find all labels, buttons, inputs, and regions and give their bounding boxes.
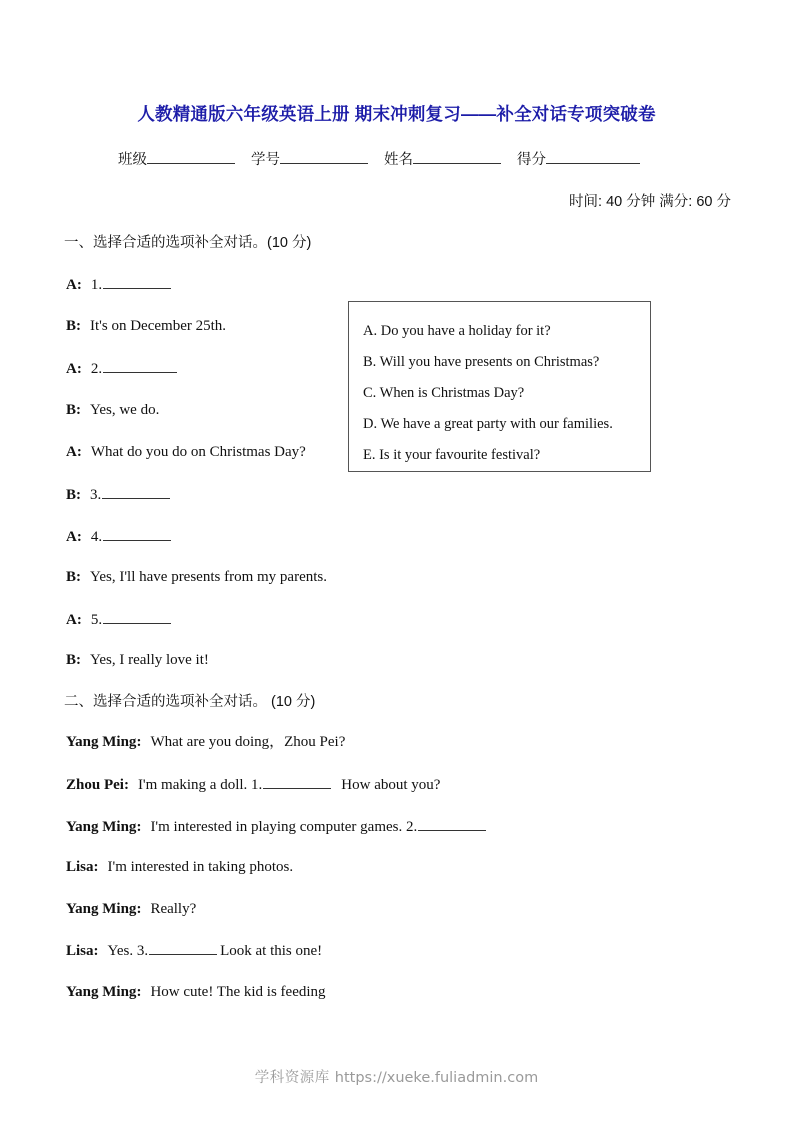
utterance-text: It's on December 25th. (90, 318, 227, 334)
option-item-a[interactable]: A. Do you have a holiday for it? (363, 323, 551, 339)
dialogue-line (66, 983, 326, 1001)
speaker-label: Zhou Pei (66, 777, 124, 793)
info-blank-student-id[interactable] (280, 149, 368, 164)
info-blank-name[interactable] (413, 149, 501, 164)
speaker-colon: : (76, 444, 82, 460)
speaker-colon: : (123, 777, 129, 793)
footer-watermark (0, 1066, 793, 1087)
speaker-colon: : (76, 318, 82, 334)
speaker-label: A (66, 529, 77, 545)
info-label-name: 姓名 (384, 152, 413, 168)
utterance-text: What are you doing，Zhou Pei? (150, 734, 346, 750)
utterance-text: I'm interested in playing computer games. 2. (150, 819, 418, 835)
speaker-colon: : (76, 487, 82, 503)
speaker-colon: : (93, 859, 99, 875)
question-number: 1. (90, 277, 103, 293)
dialogue-line (66, 858, 293, 876)
utterance-text-tail: How about you? (341, 777, 441, 793)
speaker-colon: : (136, 819, 142, 835)
info-field-name (384, 148, 501, 169)
answer-blank[interactable] (418, 817, 486, 831)
question-number: 5. (90, 612, 103, 628)
speaker-label: Yang Ming (66, 901, 137, 917)
utterance-text-tail: Look at this one! (220, 943, 323, 959)
speaker-label: Lisa (66, 859, 94, 875)
utterance-text: What do you do on Christmas Day? (90, 444, 306, 460)
speaker-label: A (66, 612, 77, 628)
speaker-colon: : (136, 984, 142, 1000)
speaker-label: B (66, 569, 77, 585)
speaker-label: Lisa (66, 943, 94, 959)
speaker-label: Yang Ming (66, 984, 137, 1000)
info-field-score (517, 148, 640, 169)
speaker-colon: : (76, 569, 82, 585)
dialogue-line (66, 941, 322, 960)
dialogue-line (66, 527, 172, 546)
info-field-student-id (251, 148, 368, 169)
speaker-label: B (66, 402, 77, 418)
section-2-heading: 二、选择合适的选项补全对话。 (10 分) (64, 694, 316, 710)
options-box (348, 301, 651, 472)
utterance-text: Yes, I really love it! (90, 652, 209, 668)
option-item-c[interactable]: C. When is Christmas Day? (363, 385, 525, 401)
answer-blank[interactable] (149, 941, 217, 955)
utterance-text: How cute! The kid is feeding (150, 984, 326, 1000)
info-field-class (118, 148, 235, 169)
dialogue-line (66, 317, 226, 335)
option-item-e[interactable]: E. Is it your favourite festival? (363, 447, 541, 463)
question-number: 2. (90, 361, 103, 377)
dialogue-line (66, 443, 306, 461)
speaker-label: A (66, 444, 77, 460)
utterance-text: Yes, we do. (90, 402, 160, 418)
utterance-text: Yes, I'll have presents from my parents. (90, 569, 327, 585)
page-title: 人教精通版六年级英语上册 期末冲刺复习——补全对话专项突破卷 (137, 104, 656, 124)
info-blank-class[interactable] (147, 149, 235, 164)
dialogue-line (66, 401, 159, 419)
info-label-student-id: 学号 (251, 152, 280, 168)
info-label-score: 得分 (517, 152, 546, 168)
option-item-b[interactable]: B. Will you have presents on Christmas? (363, 354, 600, 370)
utterance-text: Really? (150, 901, 197, 917)
answer-blank[interactable] (103, 359, 177, 373)
question-number: 3. (90, 487, 102, 503)
option-item-d[interactable]: D. We have a great party with our families. (363, 416, 613, 432)
speaker-colon: : (76, 529, 82, 545)
speaker-colon: : (76, 361, 82, 377)
dialogue-line (66, 359, 178, 378)
speaker-colon: : (76, 652, 82, 668)
dialogue-line (66, 275, 172, 294)
speaker-colon: : (76, 402, 82, 418)
speaker-label: Yang Ming (66, 734, 137, 750)
dialogue-line (66, 775, 440, 794)
dialogue-line (66, 733, 345, 751)
info-label-class: 班级 (118, 152, 147, 168)
speaker-colon: : (93, 943, 99, 959)
watermark-url: https://xueke.fuliadmin.com (334, 1070, 539, 1086)
exam-meta: 时间: 40 分钟 满分: 60 分 (569, 194, 731, 210)
speaker-label: A (66, 277, 77, 293)
section-1-heading: 一、选择合适的选项补全对话。(10 分) (64, 235, 312, 251)
utterance-text: Yes. 3. (107, 943, 149, 959)
info-blank-score[interactable] (546, 149, 640, 164)
speaker-label: A (66, 361, 77, 377)
answer-blank[interactable] (102, 485, 170, 499)
dialogue-line (66, 568, 327, 586)
dialogue-line (66, 651, 209, 669)
utterance-text: I'm making a doll. 1. (137, 777, 263, 793)
dialogue-line (66, 900, 196, 918)
answer-blank[interactable] (103, 610, 171, 624)
dialogue-line (66, 485, 171, 504)
answer-blank[interactable] (263, 775, 331, 789)
utterance-text: I'm interested in taking photos. (107, 859, 294, 875)
answer-blank[interactable] (103, 527, 171, 541)
speaker-label: Yang Ming (66, 819, 137, 835)
dialogue-line (66, 610, 172, 629)
speaker-colon: : (76, 612, 82, 628)
speaker-colon: : (136, 901, 142, 917)
speaker-colon: : (136, 734, 142, 750)
dialogue-line (66, 817, 487, 836)
watermark-site-name: 学科资源库 (254, 1070, 330, 1086)
speaker-label: B (66, 318, 77, 334)
speaker-label: B (66, 487, 77, 503)
speaker-colon: : (76, 277, 82, 293)
answer-blank[interactable] (103, 275, 171, 289)
speaker-label: B (66, 652, 77, 668)
student-info-row (118, 148, 718, 169)
question-number: 4. (90, 529, 103, 545)
